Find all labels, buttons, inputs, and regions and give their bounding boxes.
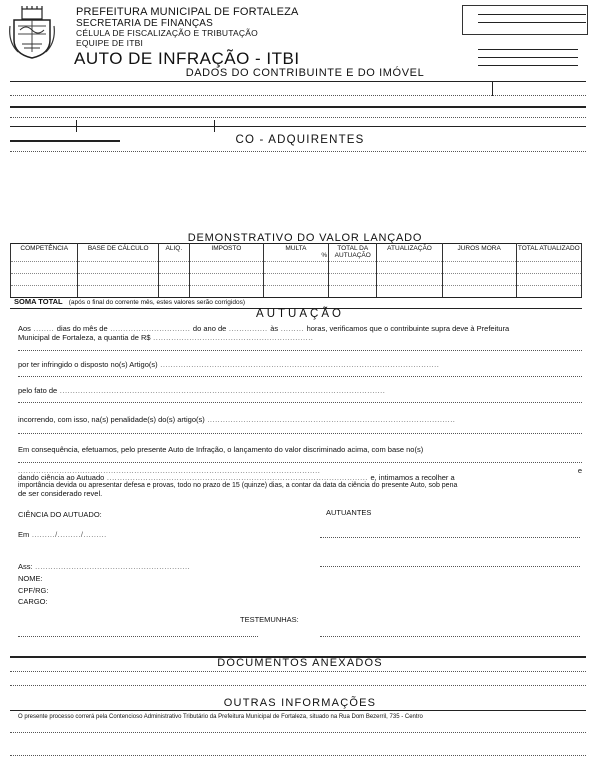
- form-line: [18, 376, 582, 377]
- table-header-row: [11, 243, 582, 262]
- consequencia-text: Em consequência, efetuamos, pelo presente Auto de Infração, o lançamento do valor discriminado acima, com base no(s): [18, 445, 424, 454]
- col-competencia: COMPETÊNCIA: [11, 243, 78, 262]
- autuacao-line-7: ..................................................................................................................... e: [18, 466, 582, 475]
- divider: [214, 120, 215, 132]
- form-line: [10, 732, 586, 733]
- divider: [10, 710, 586, 711]
- form-line: [18, 462, 582, 463]
- col-total-autuacao: TOTAL DA AUTUAÇÃO: [329, 243, 377, 262]
- col-base-calculo: BASE DE CÁLCULO: [78, 243, 158, 262]
- table-row: [11, 286, 582, 298]
- values-table: [10, 243, 582, 297]
- aos-label: Aos: [18, 324, 31, 333]
- divider: [478, 65, 578, 66]
- signature-line: [320, 566, 580, 567]
- soma-total-label: SOMA TOTAL: [14, 297, 63, 306]
- date-field: Em ........./........./.........: [18, 530, 107, 539]
- autuacao-line-5: incorrendo, com isso, na(s) penalidade(s) do(s) artigo(s) ................................................................................................: [18, 415, 456, 424]
- quantia-label: Municipal de Fortaleza, a quantia de R$: [18, 333, 151, 342]
- form-line: [10, 117, 586, 118]
- section-title-co-adquirentes: CO - ADQUIRENTES: [235, 134, 365, 146]
- section-title-outras: OUTRAS INFORMAÇÕES: [223, 697, 377, 709]
- section-title-dados: DADOS DO CONTRIBUINTE E DO IMÓVEL: [185, 67, 425, 79]
- signature-line: [320, 537, 580, 538]
- col-imposto: IMPOSTO: [189, 243, 263, 262]
- table-row: [11, 262, 582, 274]
- divider: [76, 120, 77, 132]
- col-multa: [263, 243, 328, 262]
- autuacao-line-3: por ter infringido o disposto no(s) Artigo(s) ............................................................................................................: [18, 360, 440, 369]
- col-atualizacao: ATUALIZAÇÃO: [377, 243, 442, 262]
- signature-line: [320, 636, 580, 637]
- org-name: PREFEITURA MUNICIPAL DE FORTALEZA: [76, 6, 299, 18]
- cargo-label: CARGO:: [18, 597, 48, 606]
- form-line: [10, 151, 586, 152]
- coat-of-arms-logo: [8, 6, 56, 60]
- col-aliq: ALIQ.: [158, 243, 189, 262]
- divider: [492, 82, 493, 96]
- importancia-text: importância devida ou apresentar defesa e provas, todo no prazo de 15 (quinze) dias, a contar da data da ciência do presente Auto, sob pena: [18, 482, 458, 489]
- fato-label: pelo fato de: [18, 386, 58, 395]
- col-total-atualizado: TOTAL ATUALIZADO: [516, 243, 581, 262]
- col-multa-label: MULTA: [285, 245, 307, 252]
- autuacao-line-7b: dando ciência ao Autuado ..................................................................................................... e, intimamos a recolher a: [18, 473, 455, 482]
- autuacao-line-4: pelo fato de ..............................................................................................................................: [18, 386, 386, 395]
- divider: [478, 57, 578, 58]
- form-line: [18, 350, 582, 351]
- form-line: [10, 755, 586, 756]
- ass-label: Ass:: [18, 562, 33, 571]
- em-label: Em: [18, 530, 30, 539]
- testemunhas-label: TESTEMUNHAS:: [240, 615, 299, 624]
- as-label: às: [270, 324, 279, 333]
- infringido-label: por ter infringido o disposto no(s) Artigo(s): [18, 360, 158, 369]
- table-row: [11, 274, 582, 286]
- equipe-name: EQUIPE DE ITBI: [76, 38, 144, 48]
- autuacao-line-6: [18, 446, 423, 454]
- autuacao-line-2: Municipal de Fortaleza, a quantia de R$ ..............................................................: [18, 333, 314, 342]
- ano-label: do ano de: [192, 324, 227, 333]
- page-title: AUTO DE INFRAÇÃO - ITBI: [74, 49, 300, 68]
- section-title-demonstrativo: DEMONSTRATIVO DO VALOR LANÇADO: [187, 232, 423, 244]
- col-juros-mora: JUROS MORA: [442, 243, 516, 262]
- form-line: [10, 685, 586, 686]
- form-line: [10, 95, 586, 96]
- col-multa-pct: %: [321, 252, 328, 259]
- autuantes-label: AUTUANTES: [326, 508, 372, 517]
- section-title-autuacao: AUTUAÇÃO: [256, 308, 344, 320]
- secretaria-name: SECRETARIA DE FINANÇAS: [76, 18, 214, 29]
- dias-label: dias do mês de: [56, 324, 108, 333]
- divider: [10, 106, 586, 108]
- number-box: [462, 5, 588, 35]
- form-line: [10, 671, 586, 672]
- divider: [478, 49, 578, 50]
- autuacao-line-9: [18, 490, 102, 498]
- e-label: e: [577, 466, 582, 475]
- ass-field: Ass: ............................................................: [18, 562, 191, 571]
- footer-note: O presente processo correrá pela Contencioso Administrativo Tributário da Prefeitura Municipal de Fortaleza, situado na Rua Dom Bezerril, 735 - Centro: [18, 714, 423, 720]
- autuacao-line-1: Aos ........ dias do mês de ............................... do ano de ............... às ......... horas, verificamos que o contribuinte supra deve à Prefeitura: [18, 324, 510, 333]
- cpf-label: CPF/RG:: [18, 586, 49, 595]
- divider: [10, 140, 120, 142]
- form-line: [18, 402, 582, 403]
- ciencia-autuado-label: CIÊNCIA DO AUTUADO:: [18, 510, 102, 519]
- celula-name: CÉLULA DE FISCALIZAÇÃO E TRIBUTAÇÃO: [76, 28, 258, 38]
- divider: [10, 126, 586, 127]
- penalidade-label: incorrendo, com isso, na(s) penalidade(s) do(s) artigo(s): [18, 415, 205, 424]
- horas-text: horas, verificamos que o contribuinte supra deve à Prefeitura: [306, 324, 510, 333]
- soma-total: [14, 298, 245, 307]
- divider: [10, 81, 586, 82]
- revel-text: de ser considerado revel.: [18, 489, 103, 498]
- nome-label: NOME:: [18, 574, 43, 583]
- signature-line: [18, 636, 258, 637]
- section-title-documentos: DOCUMENTOS ANEXADOS: [217, 657, 383, 669]
- ciencia-text: dando ciência ao Autuado: [18, 473, 105, 482]
- divider: [478, 22, 586, 23]
- form-line: [18, 433, 582, 434]
- intimamos-text: e, intimamos a recolher a: [370, 473, 455, 482]
- divider: [478, 14, 586, 15]
- soma-total-note: (após o final do corrente mês, estes valores serão corrigidos): [68, 299, 246, 306]
